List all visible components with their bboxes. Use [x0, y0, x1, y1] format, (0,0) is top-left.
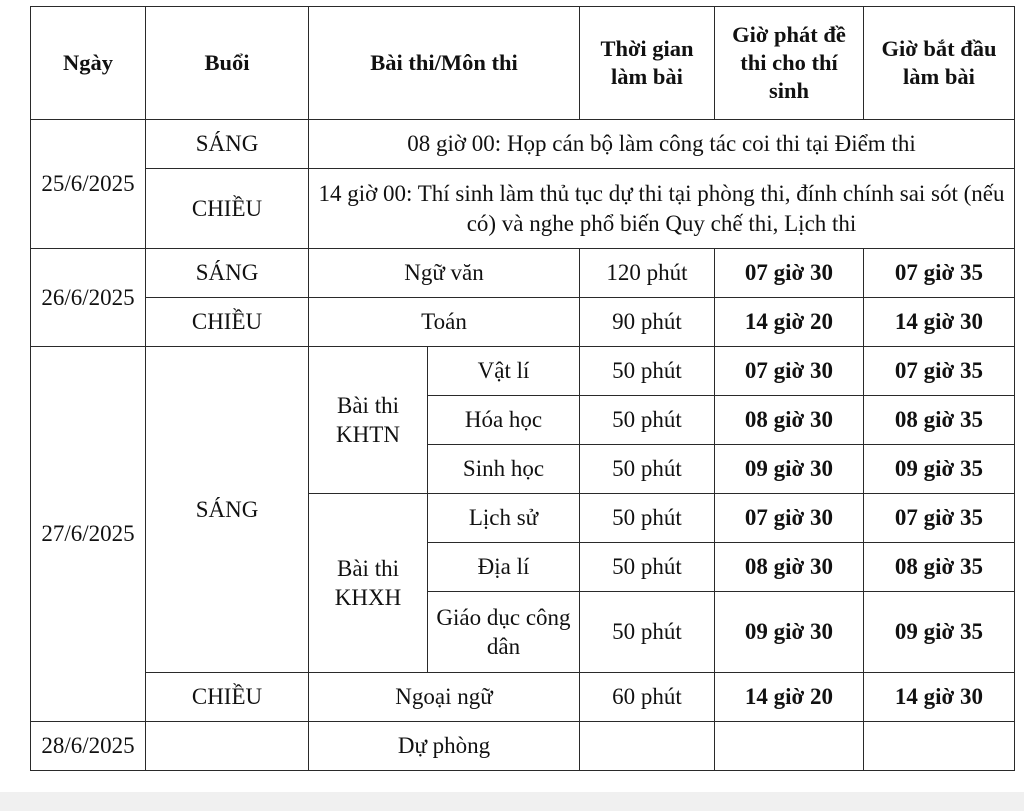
date-cell: 25/6/2025 — [31, 120, 146, 249]
session-cell: CHIỀU — [146, 169, 309, 249]
distribute-time-cell: 14 giờ 20 — [715, 298, 864, 347]
table-row — [31, 249, 1015, 298]
session-cell: CHIỀU — [146, 673, 309, 722]
date-cell: 26/6/2025 — [31, 249, 146, 347]
start-time-cell: 07 giờ 35 — [864, 494, 1015, 543]
duration-cell: 50 phút — [580, 445, 715, 494]
distribute-time-cell — [715, 722, 864, 771]
start-time-cell: 08 giờ 35 — [864, 543, 1015, 592]
session-cell: SÁNG — [146, 347, 309, 673]
table-row — [31, 169, 1015, 249]
start-time-cell: 07 giờ 35 — [864, 249, 1015, 298]
table-row — [31, 298, 1015, 347]
distribute-time-cell: 07 giờ 30 — [715, 347, 864, 396]
note-cell: 14 giờ 00: Thí sinh làm thủ tục dự thi tại phòng thi, đính chính sai sót (nếu có) và nghe phổ biến Quy chế thi, Lịch thi — [309, 169, 1015, 249]
start-time-cell: 08 giờ 35 — [864, 396, 1015, 445]
duration-cell — [580, 722, 715, 771]
start-time-cell: 14 giờ 30 — [864, 673, 1015, 722]
subject-cell: Địa lí — [428, 543, 580, 592]
table-row — [31, 120, 1015, 169]
distribute-time-cell: 07 giờ 30 — [715, 249, 864, 298]
group-cell: Bài thi KHTN — [309, 347, 428, 494]
header-row — [31, 7, 1015, 120]
header-ngay: Ngày — [31, 7, 146, 120]
subject-cell: Hóa học — [428, 396, 580, 445]
header-buoi: Buổi — [146, 7, 309, 120]
start-time-cell: 14 giờ 30 — [864, 298, 1015, 347]
distribute-time-cell: 09 giờ 30 — [715, 445, 864, 494]
note-cell: 08 giờ 00: Họp cán bộ làm công tác coi thi tại Điểm thi — [309, 120, 1015, 169]
duration-cell: 60 phút — [580, 673, 715, 722]
duration-cell: 50 phút — [580, 543, 715, 592]
table-row — [31, 673, 1015, 722]
table-row — [31, 347, 1015, 396]
distribute-time-cell: 08 giờ 30 — [715, 543, 864, 592]
exam-schedule-table — [30, 6, 1015, 771]
subject-cell: Ngữ văn — [309, 249, 580, 298]
session-cell: SÁNG — [146, 120, 309, 169]
start-time-cell: 09 giờ 35 — [864, 445, 1015, 494]
session-cell: SÁNG — [146, 249, 309, 298]
date-cell: 28/6/2025 — [31, 722, 146, 771]
distribute-time-cell: 14 giờ 20 — [715, 673, 864, 722]
bottom-bar — [0, 792, 1024, 811]
subject-cell: Toán — [309, 298, 580, 347]
header-gio-bat-dau: Giờ bắt đầu làm bài — [864, 7, 1015, 120]
header-bai-thi: Bài thi/Môn thi — [309, 7, 580, 120]
start-time-cell: 07 giờ 35 — [864, 347, 1015, 396]
table-row — [31, 722, 1015, 771]
start-time-cell — [864, 722, 1015, 771]
subject-cell: Lịch sử — [428, 494, 580, 543]
duration-cell: 120 phút — [580, 249, 715, 298]
duration-cell: 90 phút — [580, 298, 715, 347]
date-cell: 27/6/2025 — [31, 347, 146, 722]
duration-cell: 50 phút — [580, 347, 715, 396]
session-cell: CHIỀU — [146, 298, 309, 347]
header-gio-phat: Giờ phát đề thi cho thí sinh — [715, 7, 864, 120]
start-time-cell: 09 giờ 35 — [864, 592, 1015, 673]
duration-cell: 50 phút — [580, 592, 715, 673]
duration-cell: 50 phút — [580, 396, 715, 445]
subject-cell: Ngoại ngữ — [309, 673, 580, 722]
subject-cell: Dự phòng — [309, 722, 580, 771]
session-cell — [146, 722, 309, 771]
distribute-time-cell: 07 giờ 30 — [715, 494, 864, 543]
duration-cell: 50 phút — [580, 494, 715, 543]
distribute-time-cell: 08 giờ 30 — [715, 396, 864, 445]
subject-cell: Sinh học — [428, 445, 580, 494]
group-cell: Bài thi KHXH — [309, 494, 428, 673]
header-thoi-gian: Thời gian làm bài — [580, 7, 715, 120]
subject-cell: Vật lí — [428, 347, 580, 396]
distribute-time-cell: 09 giờ 30 — [715, 592, 864, 673]
subject-cell: Giáo dục công dân — [428, 592, 580, 673]
